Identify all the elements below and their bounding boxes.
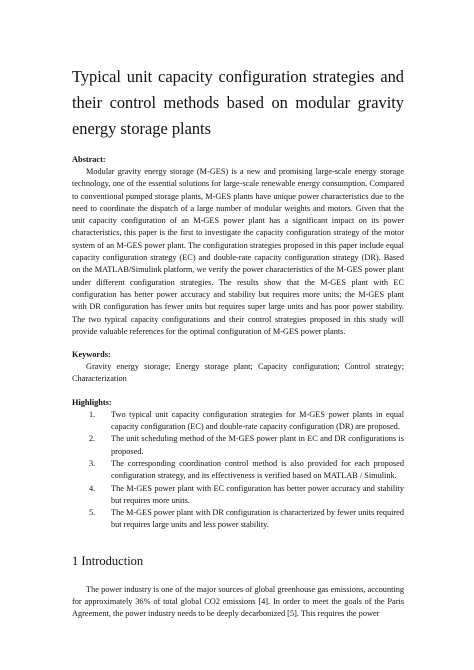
list-item [72,507,404,532]
introduction-text: The power industry is one of the major sources of global greenhouse gas emissions, accounting for approximately 36% of total global CO2 emissions [4]. In order to meet the goals of the Paris Agreement, the power industry needs to be deeply decarbonized [5]. This requires the power [72,584,404,619]
list-item-text: The unit scheduling method of the M-GES power plant in EC and DR configurations is proposed. [111,434,404,456]
list-item [72,483,404,508]
list-item-text: The M-GES power plant with DR configuration is characterized by fewer units required but requires large units and less power stability. [111,508,404,530]
abstract-heading: Abstract: [72,155,106,164]
paper-title: Typical unit capacity configuration strategies and their control methods based on modular gravity energy storage plants [72,67,404,138]
keywords-heading: Keywords: [72,350,111,360]
highlights-section [72,397,404,532]
list-item-number: 1. [89,409,96,419]
section-heading-introduction: 1 Introduction [72,553,144,568]
highlights-list [72,409,404,532]
list-item-text: The corresponding coordination control method is also provided for each proposed configuration strategy, and its effectiveness is verified based on MATLAB / Simulink. [111,458,404,481]
highlights-heading: Highlights: [72,397,112,407]
list-item-text: Two typical unit capacity configuration strategies for M-GES power plants in equal capacity configuration (EC) and double-rate capacity configuration (DR) are proposed. [111,409,404,432]
keywords-text: Gravity energy storage; Energy storage plant; Capacity configuration; Control strategy; Characterization [72,362,404,384]
list-item-number: 5. [89,508,96,518]
list-item-text: The M-GES power plant with EC configuration has better power accuracy and stability but requires more units. [111,483,404,505]
abstract-section [72,154,404,338]
list-item [72,458,404,483]
list-item-number: 2. [89,434,96,444]
list-item [72,433,404,458]
abstract-text: Modular gravity energy storage (M-GES) is a new and promising large-scale energy storage technology, one of the essential solutions for large-scale renewable energy consumption. Compared to conventional pumped storage plants, M-GES plants have unique power characteristics due to the need to coordinate the dispatch of a large number of modular weights and motors. Given that the unit capacity configuration of an M-GES power plant has a significant impact on its power characteristics, this paper is the first to investigate the capacity configuration strategy of the motor system of an M-GES power plant. The configuration strategies proposed in this paper include equal capacity configuration strategy (EC) and double-rate capacity configuration strategy (DR). Based on the MATLAB/Simulink platform, we verify the power characteristics of the M-GES power plant under different configuration strategies. The results show that the M-GES plant with EC configuration has better power accuracy and stability but requires more units; the M-GES plant with DR configuration has fewer units but requires super large units and has poor power stability. The two typical capacity configurations and their control strategies proposed in this study will provide valuable references for the optimal configuration of M-GES power plants. [72,167,404,336]
list-item [72,409,404,434]
list-item-number: 4. [89,483,96,493]
keywords-section [72,349,404,386]
list-item-number: 3. [89,458,96,468]
paper-page [72,64,404,621]
